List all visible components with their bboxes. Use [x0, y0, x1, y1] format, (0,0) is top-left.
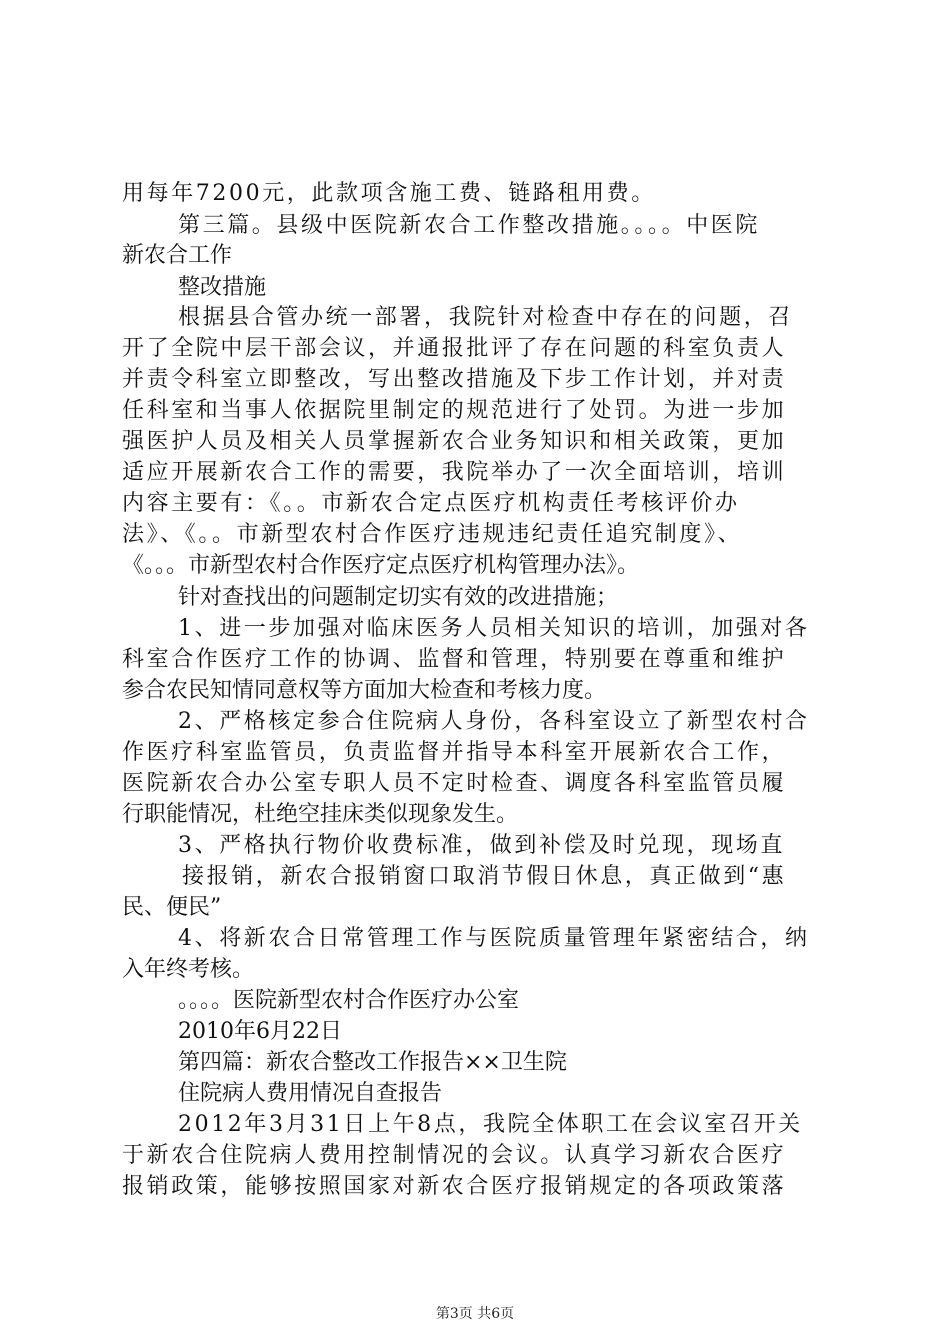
line-text: 并责令科室立即整改，写出整改措施及下步工作计划，并对责: [122, 367, 787, 392]
line-text: 1、进一步加强对临床医务人员相关知识的培训，加强对各: [178, 616, 810, 641]
line-text: 针对查找出的问题制定切实有效的改进措施；: [178, 585, 619, 610]
line-text: 根据县合管办统一部署，我院针对检查中存在的问题，召: [178, 305, 794, 330]
line-text: 于新农合住院病人费用控制情况的会议。认真学习新农合医疗: [122, 1143, 787, 1168]
line-text: 民、便民”: [122, 895, 222, 920]
line-text: 接报销，新农合报销窗口取消节假日休息，真正做到“惠: [182, 864, 787, 889]
line-text: 第三篇。县级中医院新农合工作整改措施。。。。中医院: [178, 213, 761, 238]
line-text: 第四篇：新农合整改工作报告××卫生院: [178, 1050, 567, 1075]
line-text: 内容主要有：《。。市新农合定点医疗机构责任考核评价办: [122, 491, 740, 516]
line-text: 行职能情况，杜绝空挂床类似现象发生。: [122, 802, 519, 827]
line-text: 新农合工作: [122, 243, 233, 268]
line-text: 2010年6月22日: [178, 1019, 342, 1044]
line-text: 法》、《。。市新型农村合作医疗违规违纪责任追究制度》、: [122, 522, 743, 547]
line-text: 用每年7200元，此款项含施工费、链路租用费。: [122, 181, 656, 206]
line-text: 任科室和当事人依据院里制定的规范进行了处罚。为进一步加: [122, 398, 787, 423]
line-text: 入年终考核。: [122, 957, 255, 982]
text-line: [0, 1168, 950, 1206]
line-text: 参合农民知情同意权等方面加大检查和考核力度。: [122, 678, 607, 703]
line-text: 2012年3月31日上午8点，我院全体职工在会议室召开关: [178, 1112, 803, 1137]
line-text: 适应开展新农合工作的需要，我院举办了一次全面培训，培训: [122, 460, 787, 485]
line-text: 报销政策，能够按照国家对新农合医疗报销规定的各项政策落: [122, 1174, 787, 1199]
line-text: 4、将新农合日常管理工作与医院质量管理年紧密结合，纳: [178, 926, 810, 951]
page-number-footer: 第3页 共6页: [435, 1306, 515, 1322]
line-text: 开了全院中层干部会议，并通报批评了存在问题的科室负责人: [122, 336, 787, 361]
line-text: 住院病人费用情况自查报告: [178, 1081, 443, 1106]
line-text: 。。。。医院新型农村合作医疗办公室: [178, 988, 520, 1013]
line-text: 3、严格执行物价收费标准，做到补偿及时兑现，现场直: [178, 833, 785, 858]
line-text: 科室合作医疗工作的协调、监督和管理，特别要在尊重和维护: [122, 647, 787, 672]
line-text: 强医护人员及相关人员掌握新农合业务知识和相关政策，更加: [122, 429, 787, 454]
line-text: 医院新农合办公室专职人员不定时检查、调度各科室监管员履: [122, 771, 787, 796]
line-text: 《。。。市新型农村合作医疗定点医疗机构管理办法》。: [122, 553, 640, 578]
line-text: 整改措施: [178, 275, 267, 300]
line-text: 作医疗科室监管员，负责监督并指导本科室开展新农合工作，: [122, 740, 787, 765]
line-text: 2、严格核定参合住院病人身份，各科室设立了新型农村合: [178, 709, 810, 734]
